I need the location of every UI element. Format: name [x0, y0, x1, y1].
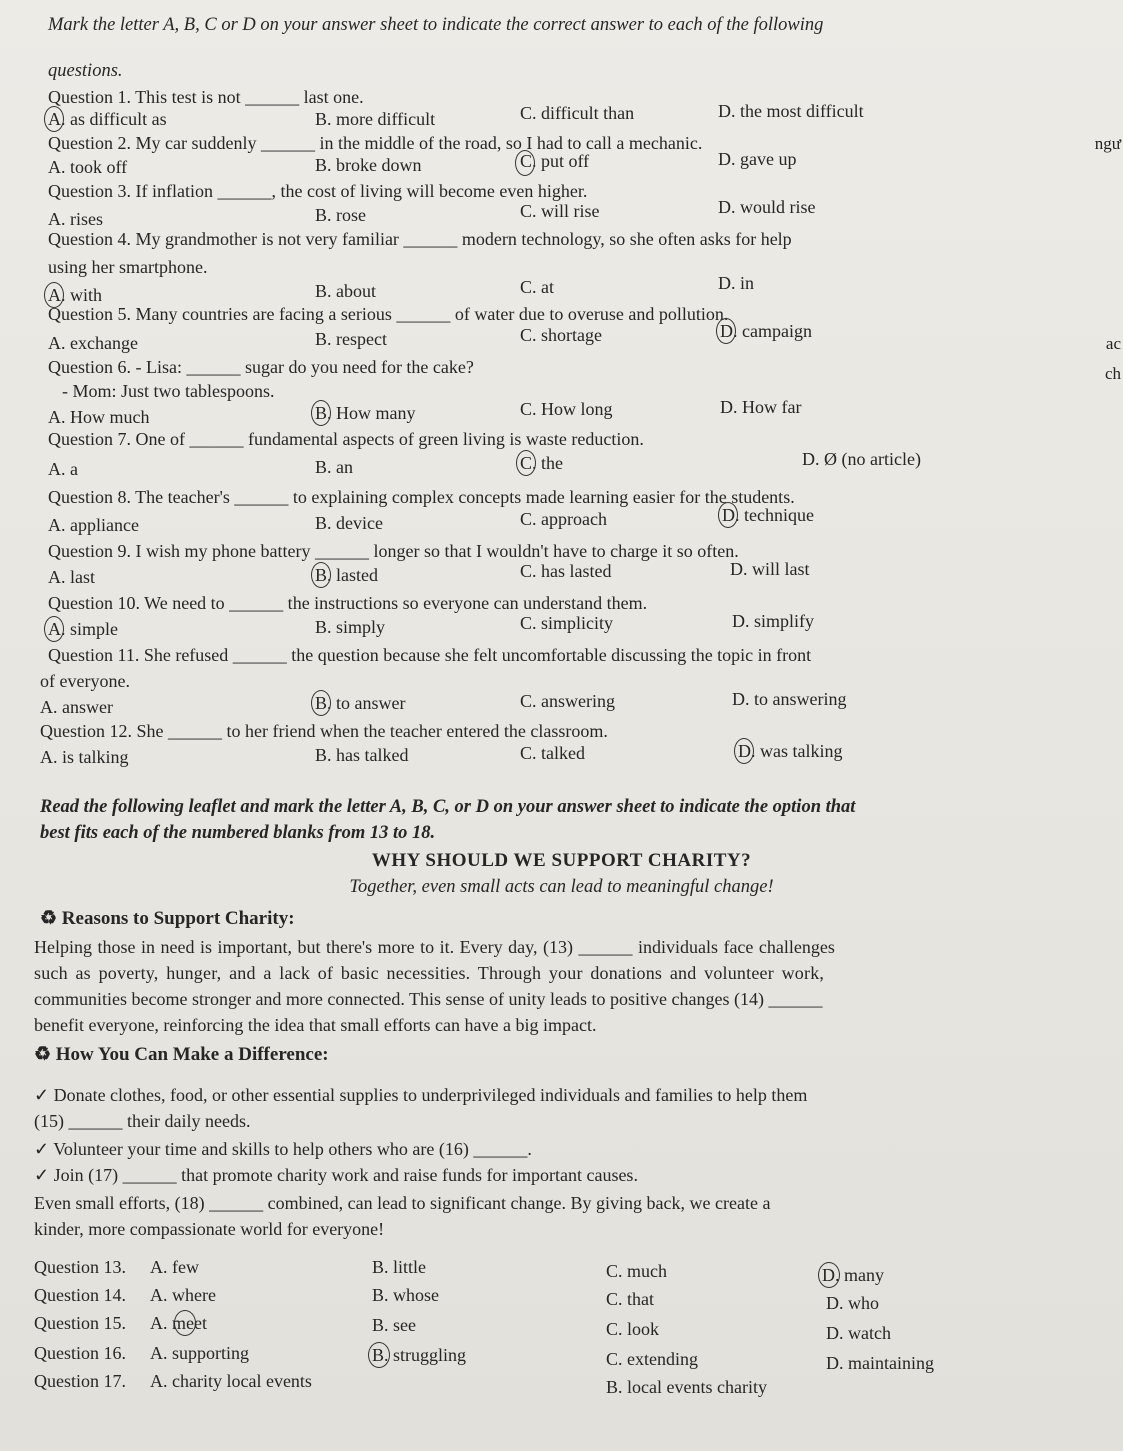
question-14-label: Question 14. [34, 1285, 126, 1305]
q10-option-a[interactable]: A. simple [48, 619, 118, 639]
reasons-heading: ♻ Reasons to Support Charity: [40, 908, 295, 929]
question-2-stem: Question 2. My car suddenly ______ in the middle of the road, so I had to call a mechanic. [48, 133, 703, 153]
question-1-stem: Question 1. This test is not ______ last one. [48, 87, 364, 107]
reading-instruction-line-1: Read the following leaflet and mark the letter A, B, C, or D on your answer sheet to indicate the option that [40, 797, 856, 817]
q9-option-b[interactable]: B. lasted [315, 565, 378, 585]
q8-option-c[interactable]: C. approach [520, 509, 607, 529]
question-5-stem: Question 5. Many countries are facing a serious ______ of water due to overuse and pollution. [48, 304, 729, 324]
q1-option-a[interactable]: A. as difficult as [48, 109, 167, 129]
q5-option-c[interactable]: C. shortage [520, 325, 602, 345]
handwritten-circle-mark [311, 562, 331, 588]
how-line-6: kinder, more compassionate world for everyone! [34, 1219, 385, 1239]
q11-option-b[interactable]: B. to answer [315, 693, 406, 713]
q7-option-c[interactable]: C. the [520, 453, 563, 473]
handwritten-circle-mark [734, 738, 754, 764]
question-6-stem: Question 6. - Lisa: ______ sugar do you need for the cake? [48, 357, 474, 377]
q1-option-b[interactable]: B. more difficult [315, 109, 436, 129]
edge-fragment-3: ch [1104, 364, 1121, 383]
q7-option-d[interactable]: D. Ø (no article) [802, 449, 921, 469]
how-line-3: ✓ Volunteer your time and skills to help others who are (16) ______. [34, 1139, 532, 1159]
question-9-stem: Question 9. I wish my phone battery ______ longer so that I wouldn't have to charge it so often. [48, 541, 739, 561]
handwritten-circle-mark [718, 502, 738, 528]
how-line-1: ✓ Donate clothes, food, or other essential supplies to underprivileged individuals and families to help them [34, 1085, 808, 1105]
how-heading: ♻ How You Can Make a Difference: [34, 1044, 329, 1065]
q11-option-c[interactable]: C. answering [520, 691, 615, 711]
q2-option-b[interactable]: B. broke down [315, 155, 422, 175]
how-line-2: (15) ______ their daily needs. [34, 1111, 251, 1131]
question-11-stem: Question 11. She refused ______ the question because she felt uncomfortable discussing the topic in front [48, 645, 812, 665]
q12-option-a[interactable]: A. is talking [40, 747, 129, 767]
q2-option-a[interactable]: A. took off [48, 157, 128, 177]
question-12-stem: Question 12. She ______ to her friend when the teacher entered the classroom. [40, 721, 608, 741]
q16-option-a[interactable]: A. supporting [150, 1343, 249, 1363]
q13-option-b[interactable]: B. little [372, 1257, 426, 1277]
reasons-line-1: Helping those in need is important, but there's more to it. Every day, (13) ______ individuals face challenges [34, 937, 835, 957]
q9-option-a[interactable]: A. last [48, 567, 95, 587]
q5-option-d[interactable]: D. campaign [720, 321, 812, 341]
q15-option-d[interactable]: D. watch [826, 1323, 891, 1343]
q1-option-d[interactable]: D. the most difficult [718, 101, 864, 121]
handwritten-circle-mark [44, 616, 64, 642]
instruction-line-1: Mark the letter A, B, C or D on your answer sheet to indicate the correct answer to each of the following [48, 15, 824, 35]
q15-option-c[interactable]: C. look [606, 1319, 660, 1339]
q13-option-c[interactable]: C. much [606, 1261, 667, 1281]
q3-option-d[interactable]: D. would rise [718, 197, 816, 217]
instruction-line-2: questions. [48, 61, 123, 81]
q2-option-c[interactable]: C. put off [520, 151, 590, 171]
q16-option-c[interactable]: C. extending [606, 1349, 698, 1369]
q16-option-d[interactable]: D. maintaining [826, 1353, 934, 1373]
handwritten-circle-mark [516, 450, 536, 476]
q3-option-a[interactable]: A. rises [48, 209, 103, 229]
question-13-label: Question 13. [34, 1257, 126, 1277]
q4-option-d[interactable]: D. in [718, 273, 754, 293]
q5-option-b[interactable]: B. respect [315, 329, 387, 349]
q15-option-b[interactable]: B. see [372, 1315, 416, 1335]
reasons-line-2: such as poverty, hunger, and a lack of basic necessities. Through your donations and volunteer work, [34, 963, 825, 983]
leaflet-title: WHY SHOULD WE SUPPORT CHARITY? [371, 850, 752, 871]
handwritten-circle-mark [515, 150, 535, 176]
q8-option-b[interactable]: B. device [315, 513, 383, 533]
edge-fragment-2: ac [1105, 334, 1121, 353]
q15-option-a[interactable]: A. meet [150, 1313, 207, 1333]
q11-option-d[interactable]: D. to answering [732, 689, 847, 709]
question-7-stem: Question 7. One of ______ fundamental aspects of green living is waste reduction. [48, 429, 644, 449]
q17-option-b[interactable]: B. local events charity [606, 1377, 767, 1397]
q13-option-d[interactable]: D. many [822, 1265, 884, 1285]
q14-option-b[interactable]: B. whose [372, 1285, 439, 1305]
reasons-line-3: communities become stronger and more connected. This sense of unity leads to positive changes (14) ______ [34, 989, 823, 1009]
q5-option-a[interactable]: A. exchange [48, 333, 138, 353]
handwritten-circle-mark [311, 400, 331, 426]
how-line-4: ✓ Join (17) ______ that promote charity work and raise funds for important causes. [34, 1165, 638, 1185]
handwritten-circle-mark [44, 106, 64, 132]
handwritten-circle-mark [44, 282, 64, 308]
q4-option-a[interactable]: A. with [48, 285, 102, 305]
q16-option-b[interactable]: B. struggling [372, 1345, 467, 1365]
question-10-stem: Question 10. We need to ______ the instructions so everyone can understand them. [48, 593, 648, 613]
q7-option-b[interactable]: B. an [315, 457, 353, 477]
how-line-5: Even small efforts, (18) ______ combined, can lead to significant change. By giving back, we create a [34, 1193, 771, 1213]
q12-option-c[interactable]: C. talked [520, 743, 585, 763]
q9-option-c[interactable]: C. has lasted [520, 561, 612, 581]
q14-option-d[interactable]: D. who [826, 1293, 879, 1313]
q9-option-d[interactable]: D. will last [730, 559, 810, 579]
q4-option-c[interactable]: C. at [520, 277, 554, 297]
q13-option-a[interactable]: A. few [150, 1257, 199, 1277]
q10-option-b[interactable]: B. simply [315, 617, 386, 637]
edge-fragment-1: ngư [1094, 134, 1121, 153]
question-3-stem: Question 3. If inflation ______, the cost of living will become even higher. [48, 181, 588, 201]
q8-option-a[interactable]: A. appliance [48, 515, 139, 535]
q10-option-d[interactable]: D. simplify [732, 611, 815, 631]
q6-option-a[interactable]: A. How much [48, 407, 150, 427]
question-8-stem: Question 8. The teacher's ______ to explaining complex concepts made learning easier for the students. [48, 487, 795, 507]
q4-option-b[interactable]: B. about [315, 281, 376, 301]
q12-option-d[interactable]: D. was talking [738, 741, 843, 761]
q3-option-c[interactable]: C. will rise [520, 201, 600, 221]
q12-option-b[interactable]: B. has talked [315, 745, 409, 765]
leaflet-subtitle: Together, even small acts can lead to meaningful change! [349, 877, 774, 897]
handwritten-circle-mark [368, 1342, 390, 1368]
q3-option-b[interactable]: B. rose [315, 205, 366, 225]
q10-option-c[interactable]: C. simplicity [520, 613, 614, 633]
q17-option-a[interactable]: A. charity local events [150, 1371, 312, 1391]
q14-option-c[interactable]: C. that [606, 1289, 654, 1309]
question-17-label: Question 17. [34, 1371, 126, 1391]
question-11-continuation: of everyone. [40, 671, 130, 691]
reading-instruction-line-2: best fits each of the numbered blanks from 13 to 18. [40, 823, 436, 843]
handwritten-circle-mark [311, 690, 331, 716]
q14-option-a[interactable]: A. where [150, 1285, 216, 1305]
q7-option-a[interactable]: A. a [48, 459, 78, 479]
question-15-label: Question 15. [34, 1313, 126, 1333]
q1-option-c[interactable]: C. difficult than [520, 103, 635, 123]
q11-option-a[interactable]: A. answer [40, 697, 113, 717]
q2-option-d[interactable]: D. gave up [718, 149, 797, 169]
q6-option-c[interactable]: C. How long [520, 399, 613, 419]
handwritten-circle-mark [174, 1310, 196, 1336]
handwritten-circle-mark [716, 318, 736, 344]
reasons-line-4: benefit everyone, reinforcing the idea that small efforts can have a big impact. [34, 1015, 597, 1035]
question-16-label: Question 16. [34, 1343, 126, 1363]
question-4-stem: Question 4. My grandmother is not very familiar ______ modern technology, so she often asks for help [48, 229, 792, 249]
q6-option-b[interactable]: B. How many [315, 403, 416, 423]
q8-option-d[interactable]: D. technique [722, 505, 814, 525]
handwritten-circle-mark [818, 1262, 840, 1288]
q6-option-d[interactable]: D. How far [720, 397, 802, 417]
question-4-continuation: using her smartphone. [48, 257, 208, 277]
question-6-continuation: - Mom: Just two tablespoons. [62, 381, 275, 401]
